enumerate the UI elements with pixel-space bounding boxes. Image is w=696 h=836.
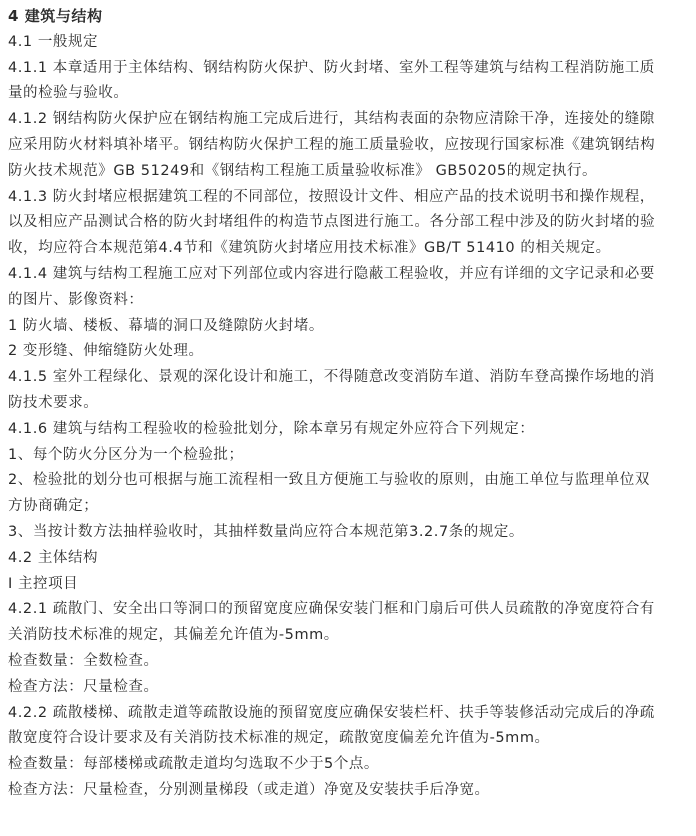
- section-heading: 4.1 一般规定: [8, 33, 99, 50]
- clause-text: 4.1.4 建筑与结构工程施工应对下列部位或内容进行隐蔽工程验收，并应有详细的文字记录和必要: [8, 265, 655, 282]
- clause-text: 防技术要求。: [8, 394, 99, 411]
- clause-text: 4.1.2 钢结构防火保护应在钢结构施工完成后进行，其结构表面的杂物应清除干净，连接处的缝隙: [8, 111, 655, 128]
- clause-text: 4.1.3 防火封堵应根据建筑工程的不同部位，按照设计文件、相应产品的技术说明书和操作规程，: [8, 188, 655, 205]
- clause-text: 4.2.1 疏散门、安全出口等洞口的预留宽度应确保安装门框和门扇后可供人员疏散的净宽度符合有: [8, 601, 655, 618]
- check-method: 检查方法：尺量检查，分别测量梯段（或走道）净宽及安装扶手后净宽。: [8, 781, 490, 798]
- clause-text: 4.1.5 室外工程绿化、景观的深化设计和施工，不得随意改变消防车道、消防车登高操作场地的消: [8, 369, 655, 386]
- clause-text: 以及相应产品测试合格的防火封堵组件的构造节点图进行施工。各分部工程中涉及的防火封堵的验: [8, 214, 656, 231]
- chapter-heading: 4 建筑与结构: [8, 7, 103, 25]
- clause-text: 散宽度符合设计要求及有关消防技术标准的规定，疏散宽度偏差允许值为-5mm。: [8, 730, 550, 747]
- clause-text: 4.1.1 本章适用于主体结构、钢结构防火保护、防火封堵、室外工程等建筑与结构工程消防施工质: [8, 59, 655, 76]
- clause-text: 4.1.6 建筑与结构工程验收的检验批划分，除本章另有规定外应符合下列规定：: [8, 420, 535, 437]
- check-quantity: 检查数量：全数检查。: [8, 652, 159, 669]
- check-method: 检查方法：尺量检查。: [8, 678, 159, 695]
- clause-text: 关消防技术标准的规定，其偏差允许值为-5mm。: [8, 627, 339, 644]
- clause-text: 4.2.2 疏散楼梯、疏散走道等疏散设施的预留宽度应确保安装栏杆、扶手等装修活动完成后的净疏: [8, 704, 655, 721]
- subsection-heading: I 主控项目: [8, 575, 79, 592]
- clause-text: 应采用防火材料填补堵平。钢结构防火保护工程的施工质量验收，应按现行国家标准《建筑钢结构: [8, 136, 656, 153]
- list-item: 1、每个防火分区分为一个检验批；: [8, 446, 244, 463]
- clause-text: 量的检验与验收。: [8, 85, 129, 102]
- list-item: 2、检验批的划分也可根据与施工流程相一致且方便施工与验收的原则，由施工单位与监理单位双: [8, 472, 650, 489]
- list-item: 3、当按计数方法抽样验收时，其抽样数量尚应符合本规范第3.2.7条的规定。: [8, 523, 524, 540]
- list-item: 1 防火墙、楼板、幕墙的洞口及缝隙防火封堵。: [8, 317, 324, 334]
- list-item: 2 变形缝、伸缩缝防火处理。: [8, 343, 204, 360]
- clause-text: 防火技术规范》GB 51249和《钢结构工程施工质量验收标准》 GB50205的规定执行。: [8, 162, 598, 179]
- check-quantity: 检查数量：每部楼梯或疏散走道均匀选取不少于5个点。: [8, 756, 379, 773]
- section-heading: 4.2 主体结构: [8, 549, 99, 566]
- clause-text: 收，均应符合本规范第4.4节和《建筑防火封堵应用技术标准》GB/T 51410 的相关规定。: [8, 240, 611, 257]
- clause-text: 的图片、影像资料：: [8, 291, 144, 308]
- list-item: 方协商确定；: [8, 498, 99, 515]
